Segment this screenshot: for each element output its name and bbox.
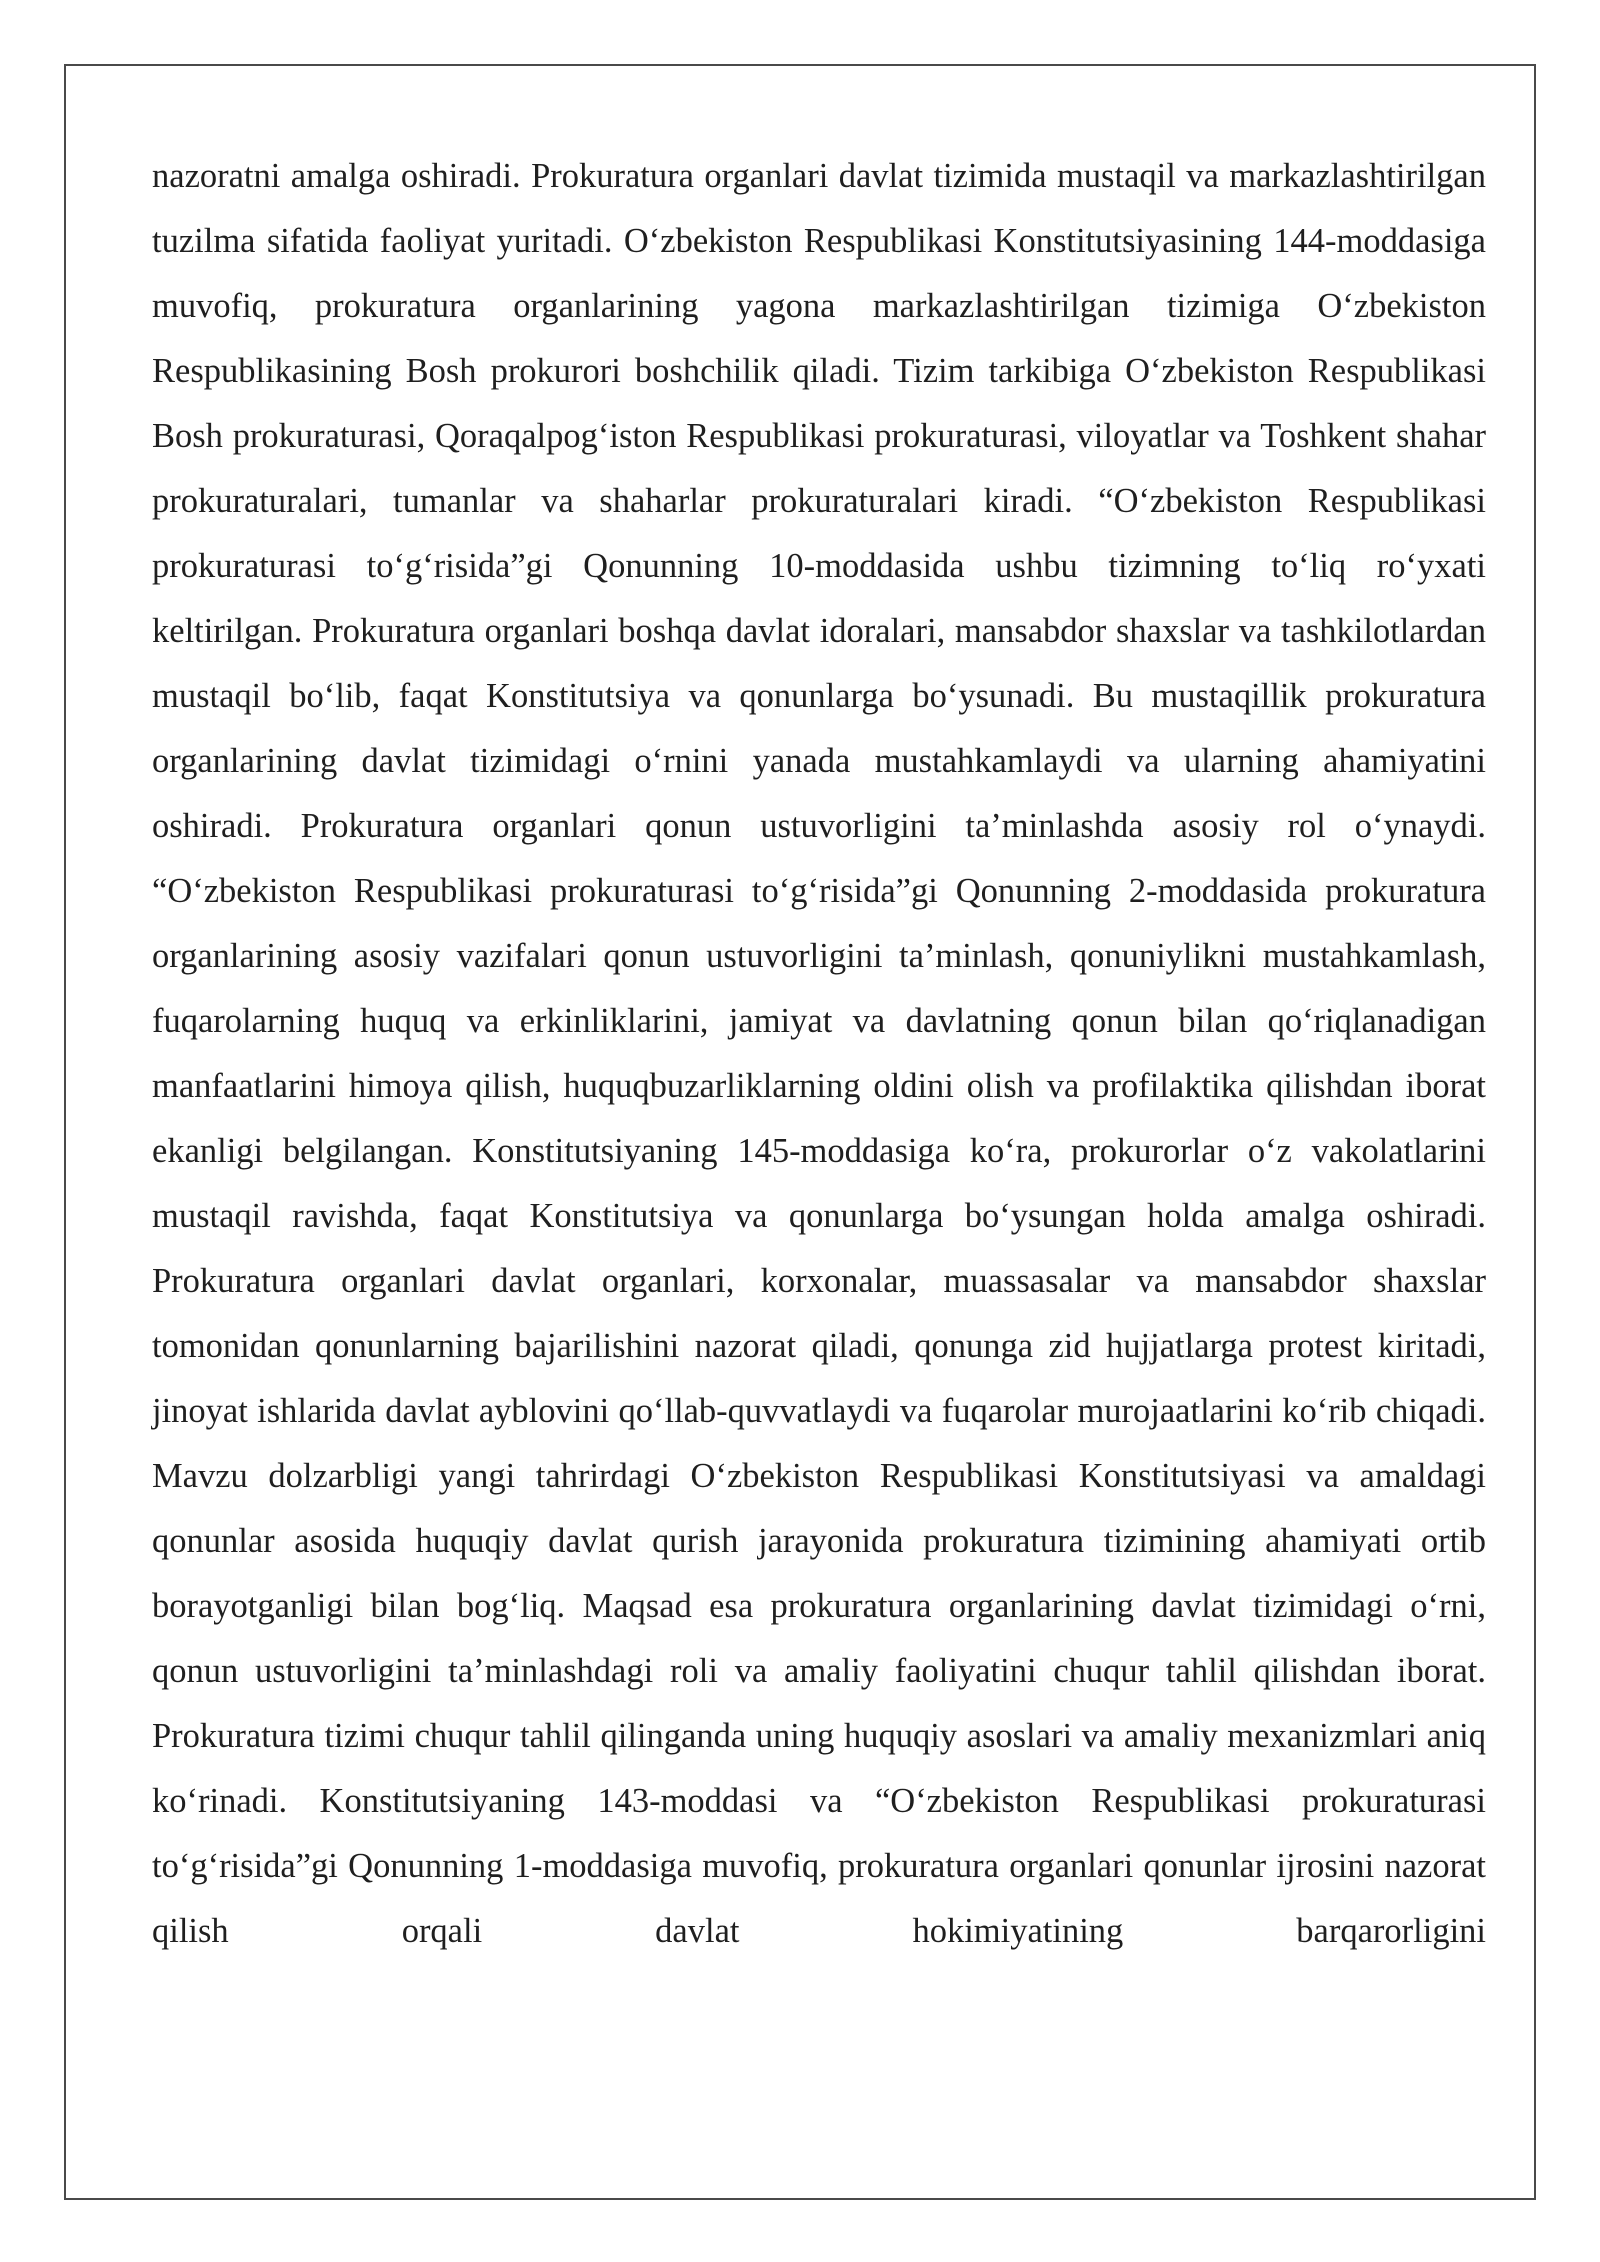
body-paragraph: nazoratni amalga oshiradi. Prokuratura organlari davlat tizimida mustaqil va markazlashtirilgan tuzilma sifatida faoliyat yuritadi. O‘zbekiston Respublikasi Konstitutsiyasining 144-moddasiga muvofiq, prokuratura organlarining yagona markazlashtirilgan tizimiga O‘zbekiston Respublikasining Bosh prokurori boshchilik qiladi. Tizim tarkibiga O‘zbekiston Respublikasi Bosh prokuraturasi, Qoraqalpog‘iston Respublikasi prokuraturasi, viloyatlar va Toshkent shahar prokuraturalari, tumanlar va shaharlar prokuraturalari kiradi. “O‘zbekiston Respublikasi prokuraturasi to‘g‘risida”gi Qonunning 10-moddasida ushbu tizimning to‘liq ro‘yxati keltirilgan. Prokuratura organlari boshqa davlat idoralari, mansabdor shaxslar va tashkilotlardan mustaqil bo‘lib, faqat Konstitutsiya va qonunlarga bo‘ysunadi. Bu mustaqillik prokuratura organlarining davlat tizimidagi o‘rnini yanada mustahkamlaydi va ularning ahamiyatini oshiradi. Prokuratura organlari qonun ustuvorligini ta’minlashda asosiy rol o‘ynaydi. “O‘zbekiston Respublikasi prokuraturasi to‘g‘risida”gi Qonunning 2-moddasida prokuratura organlarining asosiy vazifalari qonun ustuvorligini ta’minlash, qonuniylikni mustahkamlash, fuqarolarning huquq va erkinliklarini, jamiyat va davlatning qonun bilan qo‘riqlanadigan manfaatlarini himoya qilish, huquqbuzarliklarning oldini olish va profilaktika qilishdan iborat ekanligi belgilangan. Konstitutsiyaning 145-moddasiga ko‘ra, prokurorlar o‘z vakolatlarini mustaqil ravishda, faqat Konstitutsiya va qonunlarga bo‘ysungan holda amalga oshiradi. Prokuratura organlari davlat organlari, korxonalar, muassasalar va mansabdor shaxslar tomonidan qonunlarning bajarilishini nazorat qiladi, qonunga zid hujjatlarga protest kiritadi, jinoyat ishlarida davlat ayblovini qo‘llab-quvvatlaydi va fuqarolar murojaatlarini ko‘rib chiqadi. Mavzu dolzarbligi yangi tahrirdagi O‘zbekiston Respublikasi Konstitutsiyasi va amaldagi qonunlar asosida huquqiy davlat qurish jarayonida prokuratura tizimining ahamiyati ortib borayotganligi bilan bog‘liq. Maqsad esa prokuratura organlarining davlat tizimidagi o‘rni, qonun ustuvorligini ta’minlashdagi roli va amaliy faoliyatini chuqur tahlil qilishdan iborat. Prokuratura tizimi chuqur tahlil qilinganda uning huquqiy asoslari va amaliy mexanizmlari aniq ko‘rinadi. Konstitutsiyaning 143-moddasi va “O‘zbekiston Respublikasi prokuraturasi to‘g‘risida”gi Qonunning 1-moddasiga muvofiq, prokuratura organlari qonunlar ijrosini nazorat qilish orqali davlat hokimiyatining barqarorligini bbox=[152, 157, 1486, 1950]
